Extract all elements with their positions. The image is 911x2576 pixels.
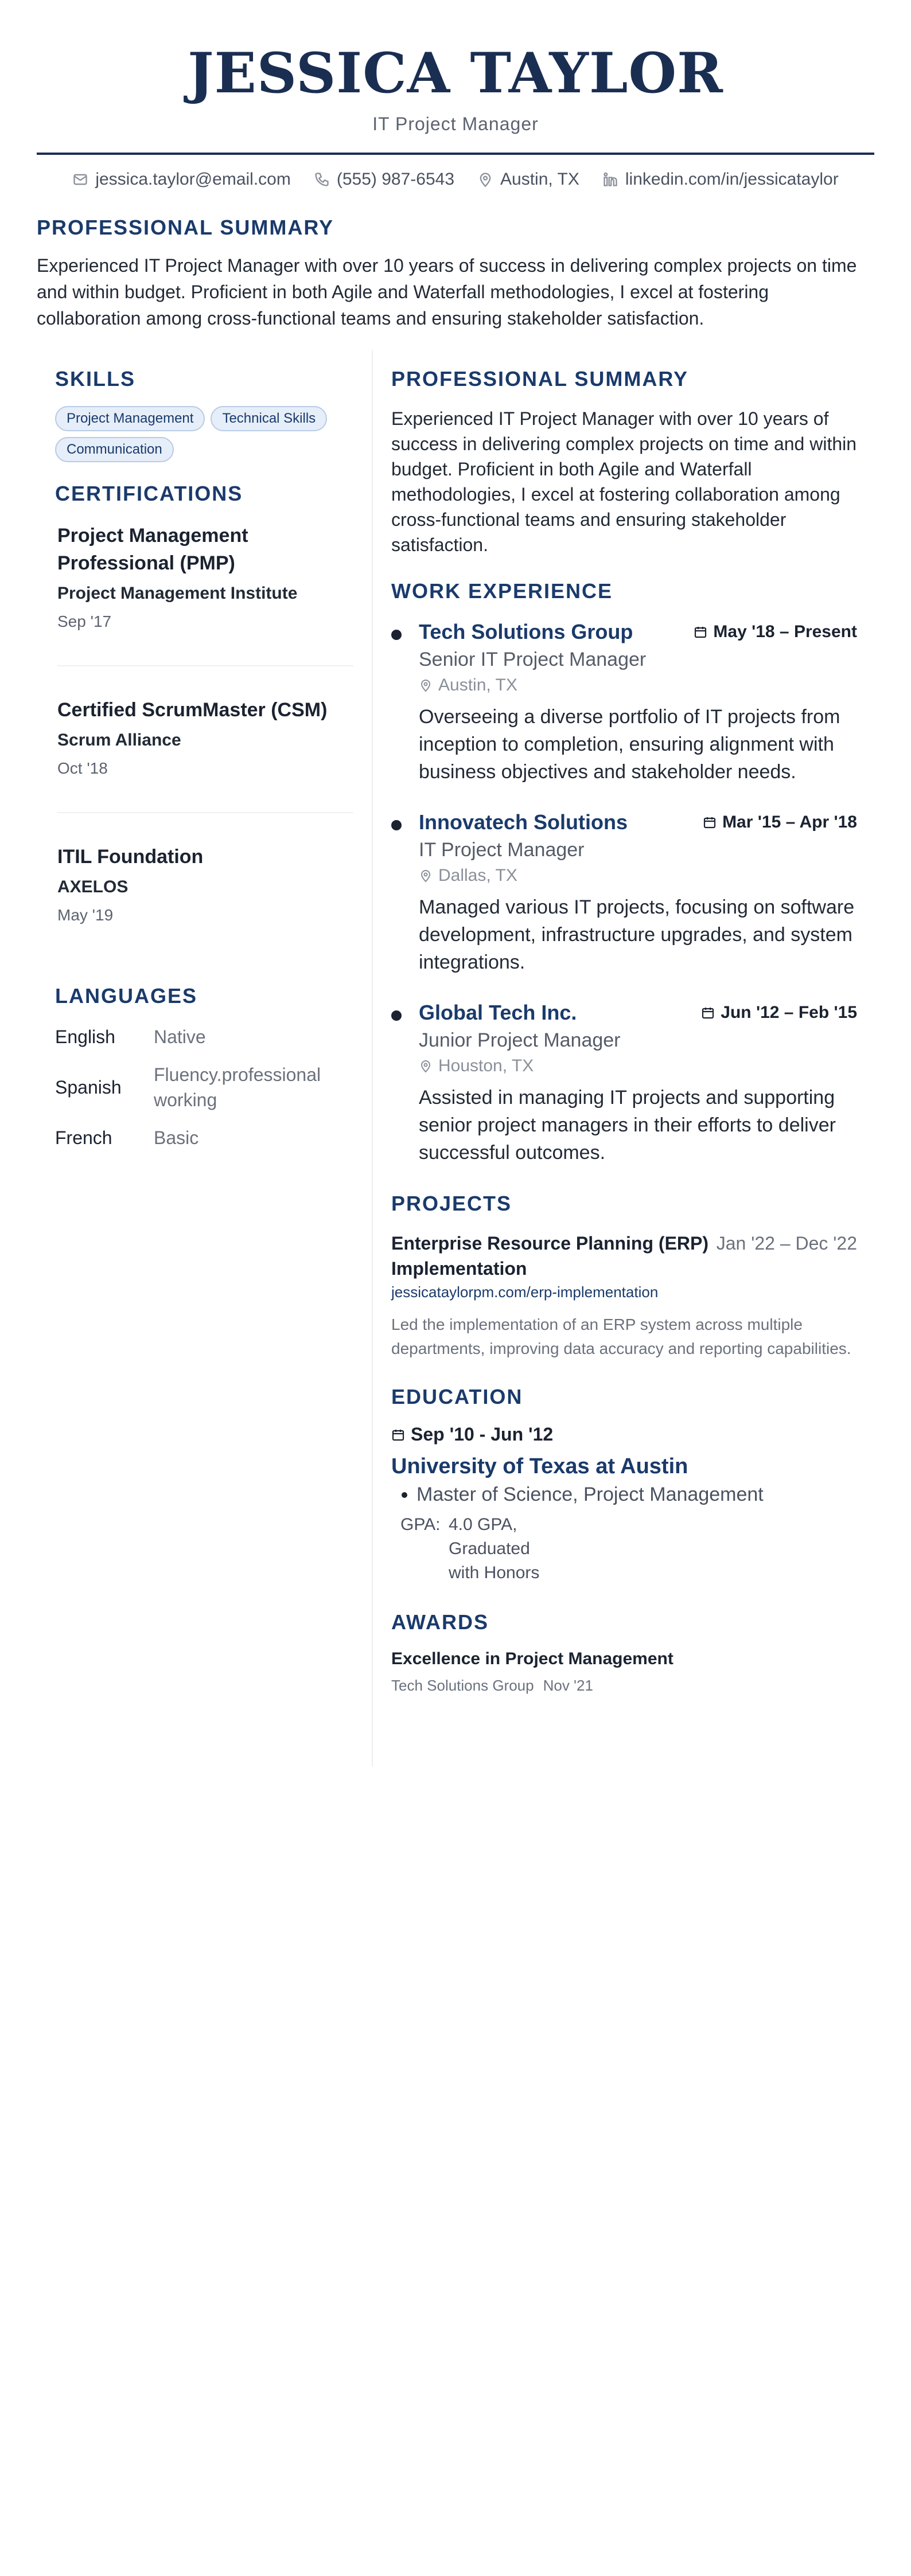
- education-degree: [391, 1484, 857, 1506]
- project-name: Enterprise Resource Planning (ERP) Implementation: [391, 1233, 709, 1279]
- job-date-text: Jun '12 – Feb '15: [721, 1003, 857, 1022]
- job-header: [419, 999, 857, 1027]
- summary-text: Experienced IT Project Manager with over 10 years of success in delivering complex projects on time and within budget. Proficient in both Agile and Waterfall methodologies, I excel at fostering collaboration among cross-functional teams and ensuring stakeholder satisfaction.: [37, 255, 857, 329]
- location-pin-icon: [477, 171, 493, 188]
- experience-heading: WORK EXPERIENCE: [391, 579, 613, 603]
- skills-list: [55, 406, 353, 462]
- languages-heading: LANGUAGES: [55, 984, 198, 1008]
- language-row: [55, 1062, 353, 1113]
- job-date: [694, 618, 857, 646]
- contact-email[interactable]: [72, 170, 291, 189]
- education-date-text: Sep '10 - Jun '12: [411, 1424, 554, 1445]
- project-header: [391, 1231, 857, 1281]
- job-location: [419, 1056, 857, 1076]
- project-date: Jan '22 – Dec '22: [716, 1233, 857, 1254]
- location-pin-icon: [419, 1059, 433, 1073]
- email-text: jessica.taylor@email.com: [95, 170, 291, 189]
- certifications-heading: CERTIFICATIONS: [55, 482, 243, 505]
- location-pin-icon: [419, 678, 433, 692]
- certifications-list: [55, 522, 353, 924]
- job-description: Overseeing a diverse portfolio of IT projects from inception to completion, ensuring alignment with business objectives and stakeholder needs.: [419, 706, 840, 783]
- summary2-heading: PROFESSIONAL SUMMARY: [391, 367, 689, 391]
- job-description: Assisted in managing IT projects and supporting senior project managers in their efforts to deliver successful outcomes.: [419, 1087, 836, 1164]
- location-text: Austin, TX: [500, 170, 579, 189]
- job-date: [701, 999, 857, 1027]
- certification-org: Project Management Institute: [57, 584, 298, 603]
- job-description: Managed various IT projects, focusing on software development, infrastructure upgrades, and system integrations.: [419, 896, 855, 973]
- timeline-dot: [391, 1010, 402, 1021]
- job-entry: [391, 618, 857, 786]
- skills-heading: SKILLS: [55, 367, 136, 391]
- certification-item: [55, 843, 353, 924]
- certification-date: Sep '17: [57, 612, 112, 630]
- award-meta: [391, 1677, 857, 1695]
- skill-tag: Technical Skills: [211, 406, 327, 431]
- language-row: [55, 1024, 353, 1049]
- certification-org: Scrum Alliance: [57, 731, 181, 750]
- job-header: [419, 618, 857, 646]
- certification-name: Certified ScrumMaster (CSM): [57, 699, 328, 721]
- column-divider: [372, 350, 373, 1766]
- award-org: Tech Solutions Group: [391, 1677, 534, 1694]
- certification-date: May '19: [57, 906, 114, 924]
- header-divider: [37, 153, 874, 155]
- contact-linkedin[interactable]: [602, 170, 839, 189]
- award-item: [391, 1649, 857, 1695]
- job-company: Tech Solutions Group: [419, 620, 633, 643]
- languages-list: [55, 1024, 353, 1150]
- project-item: [391, 1231, 857, 1361]
- certification-item: [55, 522, 353, 631]
- project-description: Led the implementation of an ERP system across multiple departments, improving data accuracy and reporting capabilities.: [391, 1316, 851, 1357]
- skill-tag: Communication: [55, 437, 174, 462]
- linkedin-text: linkedin.com/in/jessicataylor: [625, 170, 839, 189]
- projects-heading: PROJECTS: [391, 1192, 512, 1215]
- language-name: English: [55, 1027, 115, 1047]
- language-level: Fluency.professional working: [154, 1064, 321, 1110]
- job-location-text: Houston, TX: [438, 1056, 534, 1075]
- gpa-value: 4.0 GPA, Graduated with Honors: [449, 1515, 540, 1582]
- linkedin-icon: [602, 171, 618, 188]
- job-location: [419, 676, 857, 695]
- certification-name: ITIL Foundation: [57, 846, 204, 868]
- job-title: Junior Project Manager: [419, 1029, 621, 1051]
- bullet-dot: [402, 1492, 407, 1498]
- certification-separator: [57, 665, 353, 666]
- gpa-label: GPA:: [400, 1515, 441, 1534]
- phone-icon: [314, 171, 330, 188]
- education-degree-text: Master of Science, Project Management: [416, 1484, 764, 1505]
- certification-separator: [57, 812, 353, 813]
- job-location-text: Austin, TX: [438, 676, 517, 694]
- summary2-text: Experienced IT Project Manager with over 10 years of success in delivering complex projects on time and within budget. Proficient in both Agile and Waterfall methodologies, I excel at fostering collaboration among cross-functional teams and ensuring stakeholder satisfaction.: [391, 408, 857, 555]
- contact-bar: [0, 170, 911, 189]
- phone-text: (555) 987-6543: [336, 170, 455, 189]
- job-entry: [391, 809, 857, 976]
- job-company: Innovatech Solutions: [419, 810, 628, 834]
- education-gpa: [391, 1513, 857, 1585]
- job-date-text: Mar '15 – Apr '18: [722, 813, 857, 832]
- timeline-dot: [391, 630, 402, 640]
- calendar-icon: [391, 1428, 405, 1442]
- language-name: Spanish: [55, 1077, 122, 1098]
- summary-heading: PROFESSIONAL SUMMARY: [37, 216, 334, 239]
- job-title: Senior IT Project Manager: [419, 649, 647, 670]
- education-school: University of Texas at Austin: [391, 1454, 688, 1478]
- job-date-text: May '18 – Present: [713, 622, 857, 641]
- certification-date: Oct '18: [57, 759, 108, 777]
- skill-tag: Project Management: [55, 406, 205, 431]
- calendar-icon: [694, 625, 707, 639]
- contact-location: [477, 170, 579, 189]
- mail-icon: [72, 171, 88, 188]
- education-heading: EDUCATION: [391, 1385, 523, 1408]
- education-date: [391, 1424, 857, 1445]
- project-link[interactable]: jessicataylorpm.com/erp-implementation: [391, 1283, 659, 1301]
- language-name: French: [55, 1127, 112, 1148]
- calendar-icon: [703, 815, 717, 829]
- candidate-role: IT Project Manager: [372, 114, 539, 134]
- language-level: Basic: [154, 1127, 199, 1148]
- contact-phone[interactable]: [314, 170, 454, 189]
- location-pin-icon: [419, 869, 433, 883]
- right-column: [391, 367, 857, 1695]
- job-title: IT Project Manager: [419, 839, 585, 861]
- award-name: Excellence in Project Management: [391, 1649, 673, 1668]
- certification-name: Project Management Professional (PMP): [57, 525, 248, 574]
- language-row: [55, 1125, 353, 1150]
- job-header: [419, 809, 857, 836]
- job-date: [703, 809, 857, 836]
- job-location-text: Dallas, TX: [438, 866, 517, 885]
- calendar-icon: [701, 1006, 715, 1020]
- job-company: Global Tech Inc.: [419, 1001, 577, 1024]
- timeline-dot: [391, 820, 402, 830]
- job-location: [419, 866, 857, 885]
- candidate-name: JESSICA TAYLOR: [188, 41, 723, 106]
- left-column: [55, 367, 353, 1163]
- language-level: Native: [154, 1027, 206, 1047]
- job-entry: [391, 999, 857, 1166]
- award-date: Nov '21: [543, 1677, 593, 1694]
- certification-org: AXELOS: [57, 877, 129, 896]
- awards-heading: AWARDS: [391, 1610, 489, 1634]
- certification-item: [55, 696, 353, 778]
